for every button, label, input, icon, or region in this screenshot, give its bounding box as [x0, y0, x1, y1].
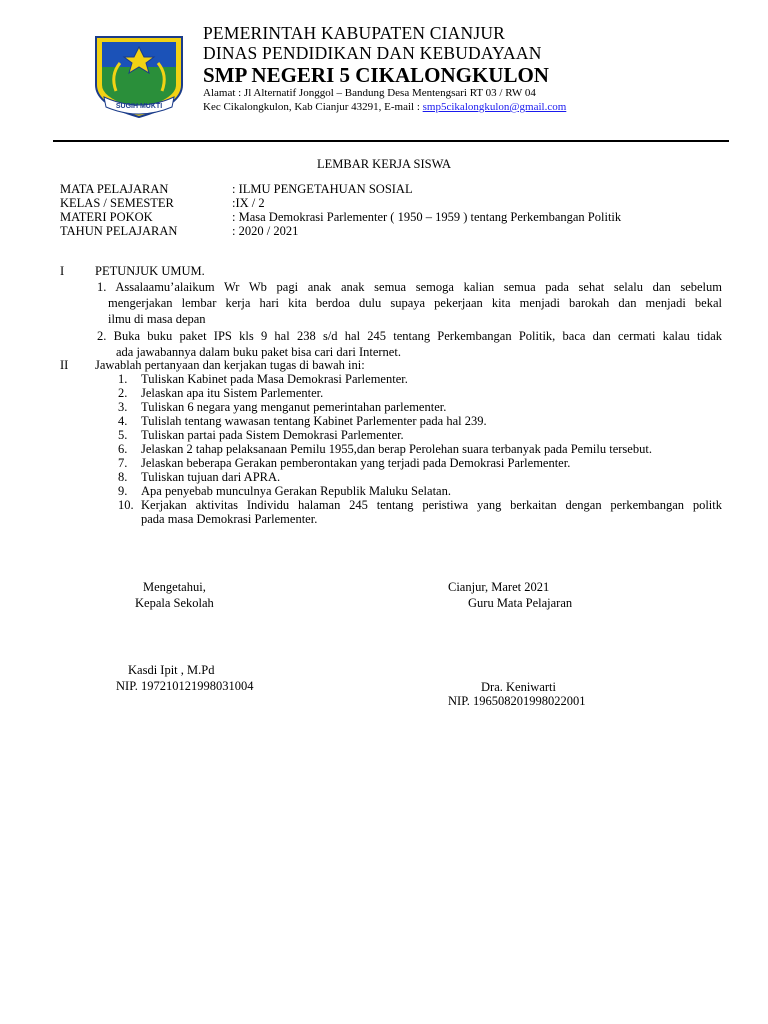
question-text: Jelaskan apa itu Sistem Parlementer.	[141, 386, 324, 400]
school-emblem-logo	[90, 33, 188, 119]
question-number: 4.	[118, 414, 128, 428]
letterhead-rule	[53, 140, 729, 142]
info-label-year: TAHUN PELAJARAN	[60, 224, 178, 238]
instruction-2-line2: ada jawabannya dalam buku paket bisa cari dari Internet.	[116, 345, 401, 359]
question-number: 5.	[118, 428, 128, 442]
question-number: 1.	[118, 372, 128, 386]
letterhead-district: Kec Cikalongkulon, Kab Cianjur 43291, E-mail :	[203, 101, 423, 113]
info-value-topic: : Masa Demokrasi Parlementer ( 1950 – 1959 ) tentang Perkembangan Politik	[232, 210, 622, 224]
info-value-year: : 2020 / 2021	[232, 224, 299, 238]
instruction-1-line1: 1. Assalaamu’alaikum Wr Wb pagi anak anak semua semoga kalian semua pada sehat selalu dan sebelum	[97, 280, 722, 294]
info-label-subject: MATA PELAJARAN	[60, 182, 169, 196]
question-text: Tuliskan 6 negara yang menganut pemerintahan parlementer.	[141, 400, 447, 414]
letterhead-government: PEMERINTAH KABUPATEN CIANJUR	[203, 23, 506, 43]
question-text: Kerjakan aktivitas Individu halaman 245 tentang peristiwa yang berkaitan dengan perkembangan politk	[141, 498, 722, 512]
signature-right-place-date: Cianjur, Maret 2021	[448, 580, 550, 594]
question-text: Tuliskan tujuan dari APRA.	[141, 470, 281, 484]
letterhead-department: DINAS PENDIDIKAN DAN KEBUDAYAAN	[203, 43, 542, 63]
question-text: Jelaskan 2 tahap pelaksanaan Pemilu 1955,dan berap Perolehan suara terbanyak pada Pemilu tersebut.	[141, 442, 652, 456]
question-text: Tuliskan partai pada Sistem Demokrasi Parlementer.	[141, 428, 404, 442]
signature-left-name: Kasdi Ipit , M.Pd	[128, 663, 215, 677]
document-title: LEMBAR KERJA SISWA	[316, 157, 452, 171]
instruction-2-line1: 2. Buka buku paket IPS kls 9 hal 238 s/d hal 245 tentang Perkembangan Politik, baca dan cermati kalau tidak	[97, 329, 722, 343]
question-number: 3.	[118, 400, 128, 414]
section-1-heading: PETUNJUK UMUM.	[95, 264, 205, 278]
question-number: 10.	[118, 498, 134, 512]
question-text: Apa penyebab munculnya Gerakan Republik Maluku Selatan.	[141, 484, 451, 498]
question-number: 7.	[118, 456, 128, 470]
signature-left-role: Kepala Sekolah	[135, 596, 214, 610]
question-number: 9.	[118, 484, 128, 498]
logo-motto: SUGIH MUKTI	[115, 103, 163, 110]
question-text: Jelaskan beberapa Gerakan pemberontakan yang terjadi pada Demokrasi Parlementer.	[141, 456, 571, 470]
section-1-number: I	[60, 264, 65, 278]
question-number: 6.	[118, 442, 128, 456]
info-label-class: KELAS / SEMESTER	[60, 196, 174, 210]
signature-right-nip: NIP. 196508201998022001	[448, 694, 586, 708]
signature-right-role: Guru Mata Pelajaran	[468, 596, 573, 610]
question-number: 8.	[118, 470, 128, 484]
email-link[interactable]: smp5cikalongkulon@gmail.com	[422, 101, 567, 113]
question-text: Tulislah tentang wawasan tentang Kabinet Parlementer pada hal 239.	[141, 414, 487, 428]
letterhead-school-name: SMP NEGERI 5 CIKALONGKULON	[203, 63, 549, 87]
signature-left-nip: NIP. 197210121998031004	[116, 679, 254, 693]
question-text-continued: pada masa Demokrasi Parlementer.	[141, 512, 318, 526]
letterhead-address: Alamat : Jl Alternatif Jonggol – Bandung Desa Mentengsari RT 03 / RW 04	[203, 87, 536, 99]
signature-right-name: Dra. Keniwarti	[481, 680, 556, 694]
info-value-subject: : ILMU PENGETAHUAN SOSIAL	[232, 182, 413, 196]
instruction-1-line2: mengerjakan lembar kerja hari kita berdoa dulu supaya pekerjaan kita menjadi barokah dan menjadi bekal	[108, 296, 722, 310]
info-label-topic: MATERI POKOK	[60, 210, 153, 224]
question-text: Tuliskan Kabinet pada Masa Demokrasi Parlementer.	[141, 372, 408, 386]
instruction-1-line3: ilmu di masa depan	[108, 312, 206, 326]
signature-left-greeting: Mengetahui,	[143, 580, 206, 594]
section-2-number: II	[60, 358, 69, 372]
info-value-class: :IX / 2	[232, 196, 265, 210]
letterhead-address-line2	[203, 101, 566, 113]
question-number: 2.	[118, 386, 128, 400]
section-2-heading: Jawablah pertanyaan dan kerjakan tugas di bawah ini:	[95, 358, 365, 372]
